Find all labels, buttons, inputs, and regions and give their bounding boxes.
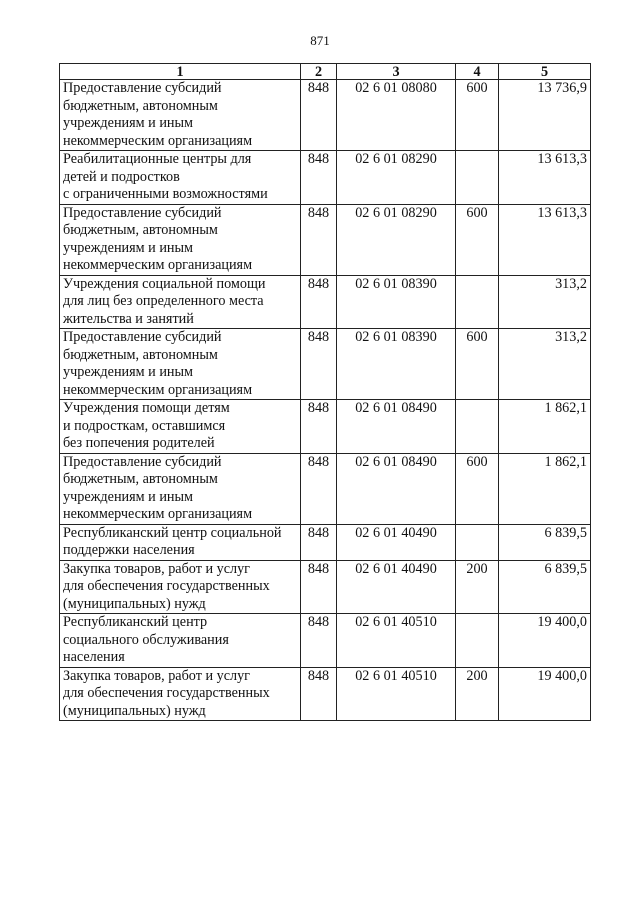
cell-code: 848: [301, 275, 337, 329]
table-row: [60, 667, 591, 721]
column-header-1: 1: [60, 64, 301, 80]
cell-amount: 1 862,1: [499, 400, 591, 454]
cell-type: 600: [456, 80, 499, 151]
cell-article: 02 6 01 40510: [337, 614, 456, 668]
cell-amount: 6 839,5: [499, 560, 591, 614]
cell-amount: 313,2: [499, 275, 591, 329]
table-row: [60, 80, 591, 151]
cell-code: 848: [301, 667, 337, 721]
cell-code: 848: [301, 524, 337, 560]
cell-code: 848: [301, 560, 337, 614]
cell-article: 02 6 01 08490: [337, 453, 456, 524]
cell-type: [456, 275, 499, 329]
cell-name: Предоставление субсидий бюджетным, автономным учреждениям и иным некоммерческим организациям: [60, 329, 301, 400]
column-header-4: 4: [456, 64, 499, 80]
cell-article: 02 6 01 40490: [337, 560, 456, 614]
cell-code: 848: [301, 80, 337, 151]
cell-name: Предоставление субсидий бюджетным, автономным учреждениям и иным некоммерческим организациям: [60, 80, 301, 151]
cell-type: [456, 151, 499, 205]
cell-name: Республиканский центр социального обслуживания населения: [60, 614, 301, 668]
cell-type: 600: [456, 453, 499, 524]
page-number: 871: [310, 33, 330, 48]
cell-type: [456, 524, 499, 560]
cell-article: 02 6 01 40490: [337, 524, 456, 560]
cell-amount: 1 862,1: [499, 453, 591, 524]
table-row: [60, 275, 591, 329]
table-row: [60, 329, 591, 400]
cell-code: 848: [301, 400, 337, 454]
table-row: [60, 453, 591, 524]
table-body: [60, 80, 591, 721]
cell-amount: 19 400,0: [499, 614, 591, 668]
cell-amount: 13 736,9: [499, 80, 591, 151]
column-header-5: 5: [499, 64, 591, 80]
column-header-2: 2: [301, 64, 337, 80]
header-row: [60, 64, 591, 80]
cell-article: 02 6 01 08390: [337, 329, 456, 400]
cell-name: Закупка товаров, работ и услуг для обеспечения государственных (муниципальных) нужд: [60, 560, 301, 614]
cell-amount: 19 400,0: [499, 667, 591, 721]
cell-name: Реабилитационные центры для детей и подростков с ограниченными возможностями: [60, 151, 301, 205]
table-row: [60, 151, 591, 205]
cell-code: 848: [301, 204, 337, 275]
cell-amount: 13 613,3: [499, 204, 591, 275]
cell-article: 02 6 01 40510: [337, 667, 456, 721]
cell-type: 600: [456, 329, 499, 400]
cell-amount: 313,2: [499, 329, 591, 400]
cell-name: Закупка товаров, работ и услуг для обеспечения государственных (муниципальных) нужд: [60, 667, 301, 721]
cell-article: 02 6 01 08490: [337, 400, 456, 454]
cell-amount: 13 613,3: [499, 151, 591, 205]
cell-type: [456, 614, 499, 668]
cell-name: Учреждения социальной помощи для лиц без определенного места жительства и занятий: [60, 275, 301, 329]
cell-type: 600: [456, 204, 499, 275]
table-row: [60, 614, 591, 668]
table-row: [60, 400, 591, 454]
cell-type: 200: [456, 560, 499, 614]
cell-name: Предоставление субсидий бюджетным, автономным учреждениям и иным некоммерческим организациям: [60, 453, 301, 524]
table-header: [60, 64, 591, 80]
cell-article: 02 6 01 08290: [337, 204, 456, 275]
cell-type: [456, 400, 499, 454]
cell-code: 848: [301, 151, 337, 205]
cell-code: 848: [301, 614, 337, 668]
cell-article: 02 6 01 08080: [337, 80, 456, 151]
budget-table: [59, 63, 591, 721]
table-row: [60, 560, 591, 614]
cell-article: 02 6 01 08390: [337, 275, 456, 329]
cell-code: 848: [301, 329, 337, 400]
cell-name: Республиканский центр социальной поддержки населения: [60, 524, 301, 560]
table-row: [60, 524, 591, 560]
cell-code: 848: [301, 453, 337, 524]
cell-article: 02 6 01 08290: [337, 151, 456, 205]
table-row: [60, 204, 591, 275]
cell-type: 200: [456, 667, 499, 721]
cell-amount: 6 839,5: [499, 524, 591, 560]
cell-name: Учреждения помощи детям и подросткам, оставшимся без попечения родителей: [60, 400, 301, 454]
cell-name: Предоставление субсидий бюджетным, автономным учреждениям и иным некоммерческим организациям: [60, 204, 301, 275]
column-header-3: 3: [337, 64, 456, 80]
